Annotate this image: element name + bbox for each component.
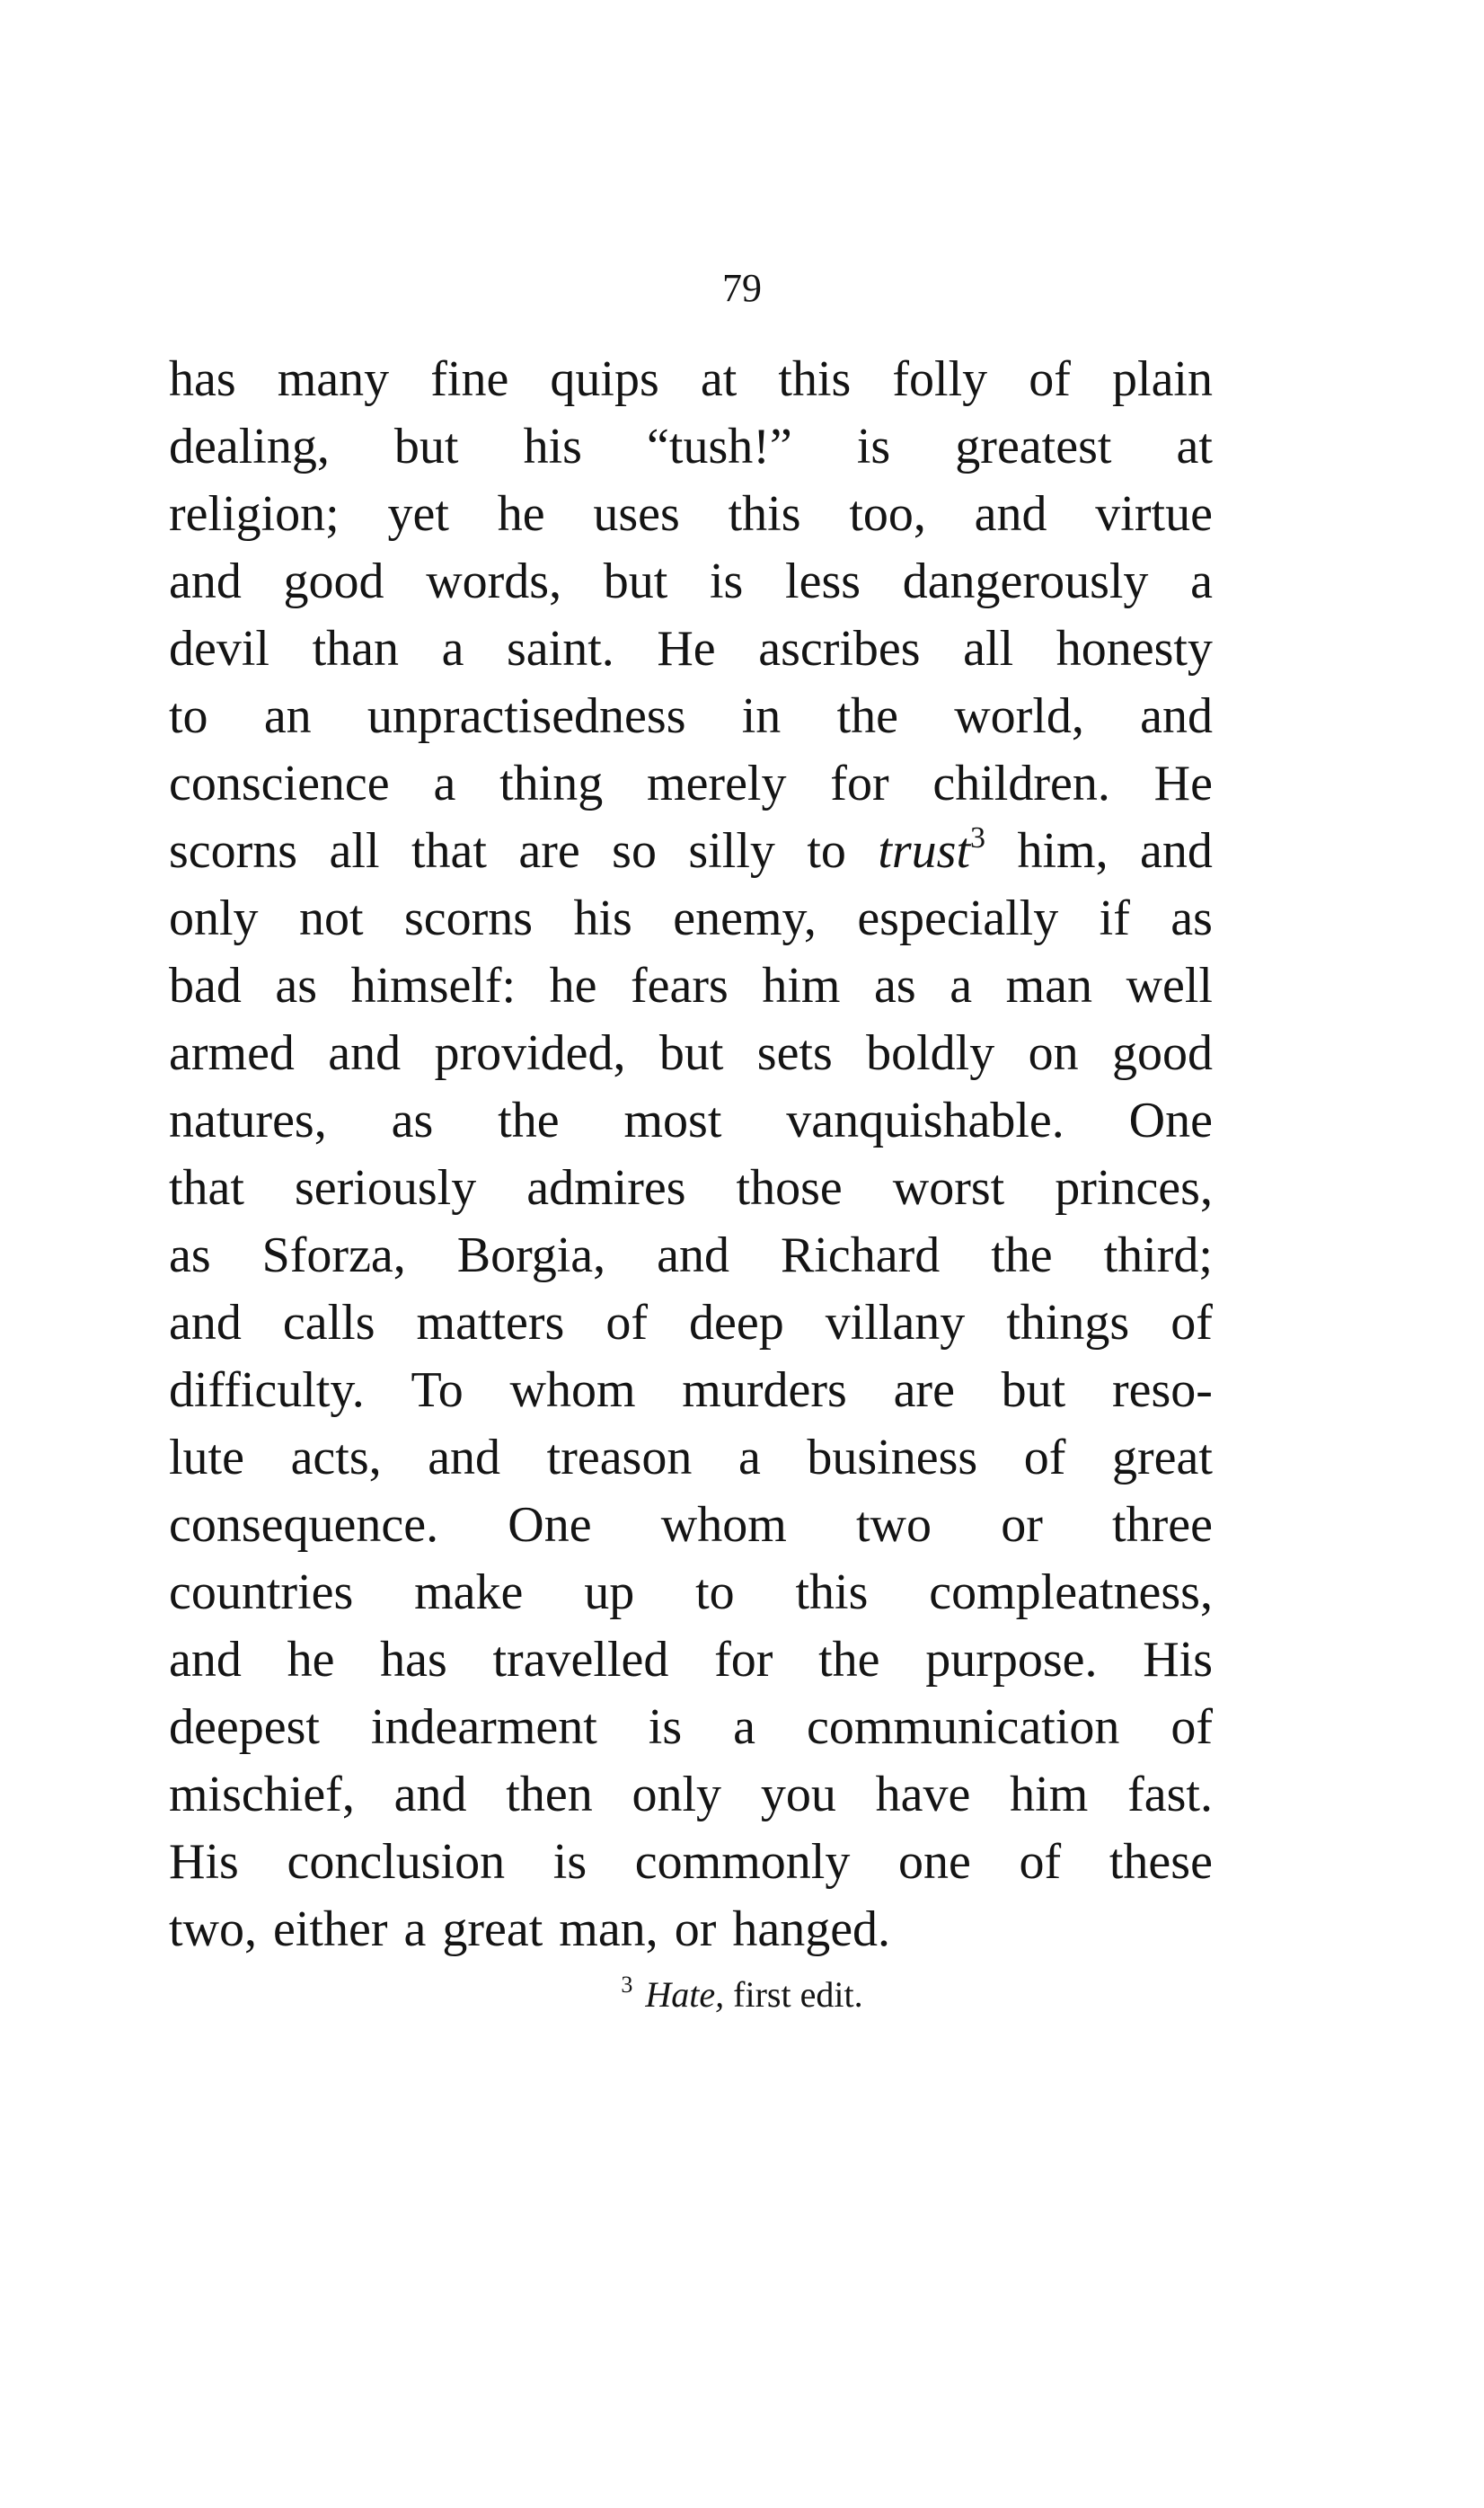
word: those bbox=[736, 1160, 843, 1216]
word: business bbox=[807, 1430, 978, 1485]
word: bad bbox=[169, 958, 242, 1014]
word: so bbox=[612, 823, 657, 879]
word: ascribes bbox=[758, 621, 921, 677]
word: sets bbox=[756, 1025, 833, 1081]
body-text bbox=[169, 346, 1213, 1963]
word: His bbox=[1143, 1632, 1213, 1688]
text-line bbox=[169, 1289, 1213, 1357]
word: he bbox=[287, 1632, 335, 1688]
word: deepest bbox=[169, 1699, 320, 1755]
word: armed bbox=[169, 1025, 295, 1081]
word: fast. bbox=[1127, 1767, 1213, 1822]
word-with-note bbox=[878, 818, 985, 885]
page-number: 79 bbox=[722, 266, 762, 310]
word: To bbox=[411, 1362, 464, 1418]
word: children. bbox=[932, 756, 1110, 811]
word: whom bbox=[660, 1497, 787, 1553]
word: of bbox=[1170, 1699, 1213, 1755]
word: but bbox=[393, 419, 459, 474]
word: of bbox=[1029, 351, 1071, 407]
word: and bbox=[169, 1632, 242, 1688]
word: or bbox=[674, 1901, 717, 1957]
word: the bbox=[991, 1227, 1053, 1283]
word: to bbox=[169, 688, 208, 744]
word: well bbox=[1126, 958, 1213, 1014]
word: the bbox=[818, 1632, 880, 1688]
word: this bbox=[728, 486, 801, 542]
word: good bbox=[283, 554, 384, 609]
text-line bbox=[169, 1829, 1213, 1896]
word: religion; bbox=[169, 486, 340, 542]
word: scorns bbox=[169, 823, 298, 879]
word: murders bbox=[682, 1362, 847, 1418]
word: dangerously bbox=[902, 554, 1149, 609]
text-line bbox=[169, 1492, 1213, 1559]
word: a bbox=[403, 1901, 427, 1957]
word: him bbox=[1010, 1767, 1089, 1822]
word: He bbox=[1153, 756, 1213, 811]
word: matters bbox=[416, 1295, 565, 1351]
word: quips bbox=[550, 351, 659, 407]
footnote-reference: 3 bbox=[970, 821, 986, 855]
word: of bbox=[1023, 1430, 1066, 1485]
word: that bbox=[411, 823, 487, 879]
text-line bbox=[169, 1087, 1213, 1155]
text-line bbox=[169, 953, 1213, 1020]
word: folly bbox=[892, 351, 988, 407]
word: seriously bbox=[295, 1160, 477, 1216]
word: and bbox=[328, 1025, 402, 1081]
word: great bbox=[442, 1901, 543, 1957]
word: Borgia, bbox=[456, 1227, 606, 1283]
word: silly bbox=[688, 823, 775, 879]
word: a bbox=[1190, 554, 1213, 609]
word: a bbox=[433, 756, 456, 811]
word: of bbox=[1170, 1295, 1213, 1351]
footnote-variant-word: Hate, bbox=[645, 1974, 725, 2015]
word: plain bbox=[1112, 351, 1213, 407]
word: for bbox=[714, 1632, 773, 1688]
word: consequence. bbox=[169, 1497, 439, 1553]
text-line bbox=[169, 885, 1213, 953]
text-line bbox=[169, 616, 1213, 683]
text-line bbox=[169, 1761, 1213, 1829]
word: he bbox=[497, 486, 545, 542]
word: especially bbox=[857, 891, 1059, 946]
word: villany bbox=[825, 1295, 966, 1351]
word: dealing, bbox=[169, 419, 330, 474]
word: on bbox=[1028, 1025, 1079, 1081]
word: conscience bbox=[169, 756, 390, 811]
word: has bbox=[169, 351, 236, 407]
word: princes, bbox=[1055, 1160, 1213, 1216]
word: unpractisedness bbox=[367, 688, 686, 744]
word: himself: bbox=[350, 958, 517, 1014]
word: only bbox=[169, 891, 259, 946]
text-line bbox=[169, 1357, 1213, 1424]
word: of bbox=[1019, 1834, 1062, 1890]
footnote bbox=[0, 1972, 1484, 2017]
word: then bbox=[506, 1767, 593, 1822]
text-line bbox=[169, 1155, 1213, 1222]
word: natures, bbox=[169, 1093, 327, 1148]
word: either bbox=[273, 1901, 388, 1957]
word: devil bbox=[169, 621, 269, 677]
word: him bbox=[762, 958, 841, 1014]
word: Sforza, bbox=[261, 1227, 406, 1283]
word: His bbox=[169, 1834, 239, 1890]
word: than bbox=[312, 621, 399, 677]
word: as bbox=[1170, 891, 1213, 946]
word: provided, bbox=[434, 1025, 626, 1081]
word: in bbox=[741, 688, 782, 744]
word: third; bbox=[1103, 1227, 1213, 1283]
word: but bbox=[1001, 1362, 1066, 1418]
word: boldly bbox=[866, 1025, 995, 1081]
word: “tush!” bbox=[647, 419, 792, 474]
word: at bbox=[1176, 419, 1213, 474]
word: as bbox=[874, 958, 916, 1014]
word: less bbox=[785, 554, 861, 609]
word: he bbox=[549, 958, 597, 1014]
word: conclusion bbox=[287, 1834, 506, 1890]
word: as bbox=[391, 1093, 434, 1148]
word: is bbox=[648, 1699, 683, 1755]
word: make bbox=[414, 1564, 524, 1620]
word: these bbox=[1109, 1834, 1213, 1890]
word-italic: trust bbox=[878, 823, 971, 879]
word: not bbox=[298, 891, 364, 946]
word: is bbox=[552, 1834, 587, 1890]
text-line bbox=[169, 683, 1213, 750]
word: acts, bbox=[290, 1430, 382, 1485]
word: He bbox=[657, 621, 716, 677]
word: of bbox=[605, 1295, 649, 1351]
word: are bbox=[893, 1362, 955, 1418]
word: calls bbox=[282, 1295, 375, 1351]
word: most bbox=[623, 1093, 722, 1148]
word: countries bbox=[169, 1564, 354, 1620]
word: uses bbox=[593, 486, 680, 542]
word: but bbox=[658, 1025, 724, 1081]
word: a bbox=[950, 958, 973, 1014]
word: the bbox=[498, 1093, 560, 1148]
word: man bbox=[1005, 958, 1093, 1014]
word: are bbox=[518, 823, 580, 879]
text-line bbox=[169, 413, 1213, 481]
word: greatest bbox=[955, 419, 1112, 474]
word: fine bbox=[430, 351, 509, 407]
text-line bbox=[169, 818, 1213, 885]
word: an bbox=[263, 688, 312, 744]
word: and bbox=[657, 1227, 729, 1283]
word: a bbox=[733, 1699, 755, 1755]
word: indearment bbox=[370, 1699, 597, 1755]
word: communication bbox=[806, 1699, 1120, 1755]
word: world, bbox=[954, 688, 1084, 744]
word: and bbox=[428, 1430, 501, 1485]
word: vanquishable. bbox=[786, 1093, 1064, 1148]
word: all bbox=[329, 823, 380, 879]
word: and bbox=[393, 1767, 467, 1822]
text-line bbox=[169, 1020, 1213, 1087]
word: yet bbox=[387, 486, 449, 542]
word: three bbox=[1112, 1497, 1213, 1553]
word: you bbox=[760, 1767, 836, 1822]
word: if bbox=[1099, 891, 1130, 946]
word: difficulty. bbox=[169, 1362, 365, 1418]
word: worst bbox=[892, 1160, 1005, 1216]
word: admires bbox=[526, 1160, 686, 1216]
word: man, bbox=[559, 1901, 658, 1957]
word: is bbox=[710, 554, 744, 609]
word: travelled bbox=[492, 1632, 669, 1688]
word: or bbox=[1001, 1497, 1043, 1553]
text-line bbox=[169, 1559, 1213, 1626]
word: to bbox=[807, 823, 846, 879]
word: fears bbox=[631, 958, 729, 1014]
word: mischief, bbox=[169, 1767, 355, 1822]
word: whom bbox=[509, 1362, 636, 1418]
word: scorns bbox=[403, 891, 534, 946]
word: a bbox=[441, 621, 464, 677]
word: at bbox=[700, 351, 738, 407]
text-line bbox=[169, 750, 1213, 818]
word: saint. bbox=[507, 621, 614, 677]
word: all bbox=[963, 621, 1014, 677]
word: for bbox=[830, 756, 889, 811]
word: this bbox=[795, 1564, 869, 1620]
word: to bbox=[695, 1564, 735, 1620]
text-line bbox=[169, 1626, 1213, 1694]
word: only bbox=[632, 1767, 722, 1822]
text-line bbox=[169, 1222, 1213, 1289]
word: his bbox=[573, 891, 632, 946]
word: many bbox=[277, 351, 390, 407]
word: that bbox=[169, 1160, 244, 1216]
text-line bbox=[169, 1424, 1213, 1492]
word: lute bbox=[169, 1430, 244, 1485]
text-line bbox=[169, 1694, 1213, 1761]
word: is bbox=[856, 419, 891, 474]
word: enemy, bbox=[673, 891, 817, 946]
word: purpose. bbox=[925, 1632, 1098, 1688]
word: and bbox=[974, 486, 1047, 542]
footnote-marker: 3 bbox=[621, 1972, 633, 1998]
word: a bbox=[738, 1430, 761, 1485]
word: and bbox=[169, 1295, 242, 1351]
word: merely bbox=[647, 756, 787, 811]
word: honesty bbox=[1056, 621, 1213, 677]
word: One bbox=[508, 1497, 592, 1553]
word: virtue bbox=[1095, 486, 1213, 542]
word: treason bbox=[546, 1430, 693, 1485]
word: and bbox=[169, 554, 242, 609]
text-line bbox=[169, 548, 1213, 616]
word: as bbox=[275, 958, 318, 1014]
word: one bbox=[898, 1834, 971, 1890]
word: reso- bbox=[1111, 1362, 1213, 1418]
word: compleatness, bbox=[929, 1564, 1213, 1620]
word: have bbox=[875, 1767, 971, 1822]
word: Richard bbox=[780, 1227, 941, 1283]
word: two, bbox=[169, 1901, 257, 1957]
word: as bbox=[169, 1227, 211, 1283]
text-line bbox=[169, 346, 1213, 413]
word: One bbox=[1128, 1093, 1213, 1148]
word: has bbox=[380, 1632, 447, 1688]
text-line-last bbox=[169, 1896, 1213, 1963]
word: great bbox=[1111, 1430, 1213, 1485]
text-line bbox=[169, 481, 1213, 548]
word: words, bbox=[426, 554, 562, 609]
word: deep bbox=[689, 1295, 784, 1351]
word: thing bbox=[499, 756, 604, 811]
word: hanged. bbox=[732, 1901, 891, 1957]
word: his bbox=[523, 419, 582, 474]
word: up bbox=[584, 1564, 635, 1620]
word: the bbox=[836, 688, 898, 744]
word: and bbox=[1140, 823, 1213, 879]
word: him, bbox=[1017, 823, 1109, 879]
word: two bbox=[855, 1497, 932, 1553]
word: good bbox=[1111, 1025, 1213, 1081]
word: too, bbox=[849, 486, 926, 542]
word: but bbox=[603, 554, 668, 609]
word: things bbox=[1006, 1295, 1130, 1351]
word: and bbox=[1140, 688, 1213, 744]
word: commonly bbox=[634, 1834, 851, 1890]
word: this bbox=[778, 351, 852, 407]
footnote-text: first edit. bbox=[733, 1974, 863, 2015]
